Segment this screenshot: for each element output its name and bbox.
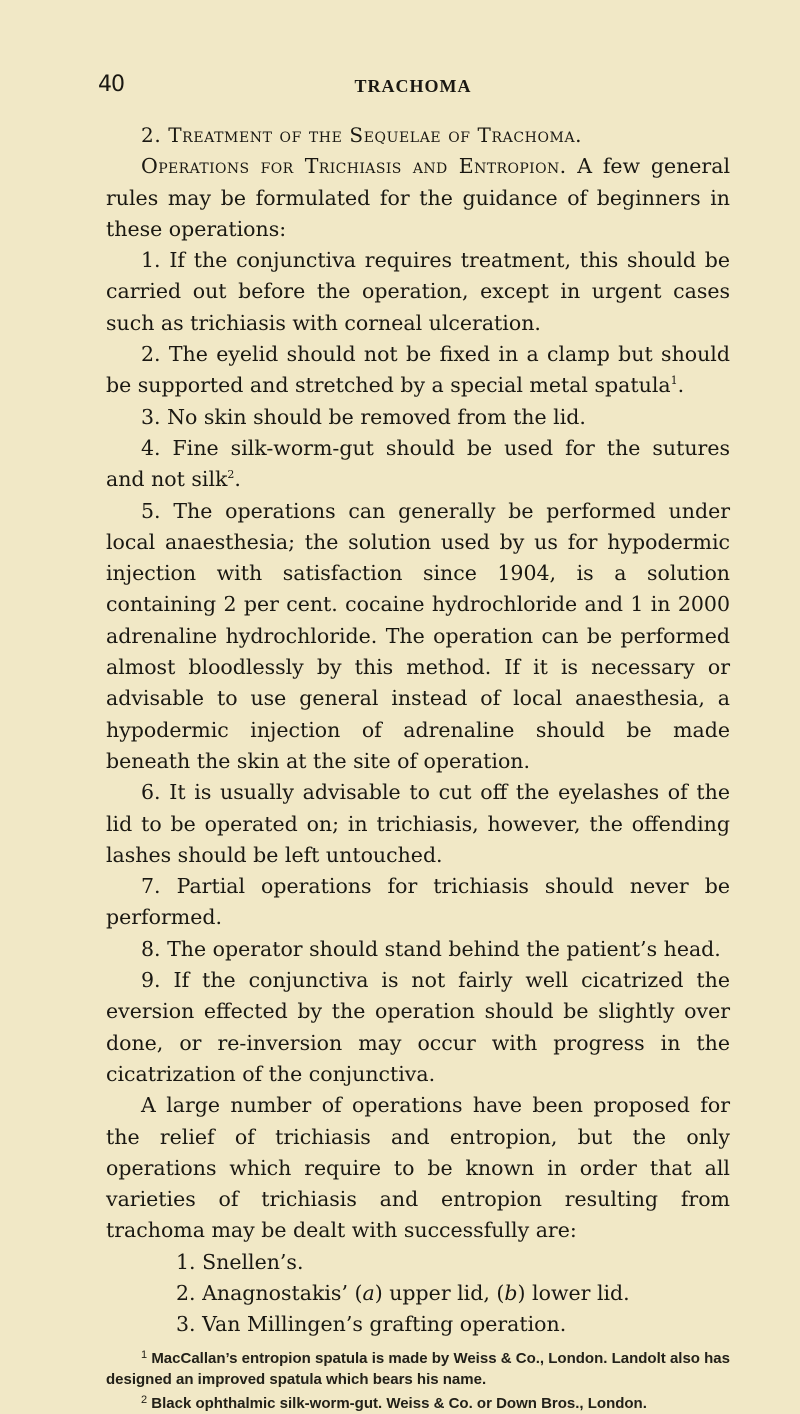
footnote-number: 2	[141, 1393, 148, 1406]
footnote-text: MacCallan’s entropion spatula is made by Weiss & Co., London. Landolt also has designed an improved spatula which bears his name.	[106, 1349, 730, 1388]
running-head: TRACHOMA	[354, 76, 472, 96]
footnotes	[106, 1345, 730, 1414]
rule-item: 7. Partial operations for trichiasis should never be performed.	[106, 874, 730, 930]
intro-paragraph	[106, 151, 730, 245]
body-text	[106, 120, 730, 1414]
footnote	[106, 1390, 730, 1414]
rule-item: 9. If the conjunctiva is not fairly well cicatrized the eversion effected by the operation should be slightly over done, or re-inversion may occur with progress in the cicatrization of the conjunctiva.	[106, 968, 730, 1086]
rule-item: 1. If the conjunctiva requires treatment, this should be carried out before the operation, except in urgent cases such as trichiasis with corneal ulceration.	[106, 248, 730, 335]
page-number: 40	[98, 72, 124, 97]
section-title: 2. Treatment of the Sequelae of Trachoma.	[141, 123, 583, 147]
rule-item: 8. The operator should stand behind the patient’s head.	[141, 936, 721, 961]
rule-tail: .	[677, 373, 685, 398]
rule-tail: .	[234, 467, 241, 492]
operation-letter: b	[504, 1280, 518, 1305]
rule-item: 6. It is usually advisable to cut off the eyelashes of the lid to be operated on; in trichiasis, however, the offending lashes should be left untouched.	[106, 780, 730, 867]
operation-item	[106, 1278, 730, 1309]
operation-item: 3. Van Millingen’s grafting operation.	[176, 1312, 567, 1337]
operation-text: ) lower lid.	[517, 1280, 630, 1305]
footnote-number: 1	[141, 1348, 148, 1361]
operation-item: 1. Snellen’s.	[176, 1249, 304, 1274]
rule-item: 5. The operations can generally be performed under local anaesthesia; the solution used by us for hypodermic injection with satisfaction since 1904, is a solution containing 2 per cent. cocaine hydrochloride and 1 in 2000 adrenaline hydrochloride. The operation can be performed almost bloodlessly by this method. If it is necessary or advisable to use general instead of local anaesthesia, a hypodermic injection of adrenaline should be made beneath the skin at the site of operation.	[106, 498, 730, 773]
summary-paragraph: A large number of operations have been proposed for the relief of trichiasis and entropion, but the only operations which require to be known in order that all varieties of trichiasis and entropion resulting from trachoma may be dealt with successfully are:	[106, 1093, 730, 1243]
rule-item	[106, 339, 730, 402]
subsection-heading: Operations for Trichiasis and Entropion.	[141, 154, 567, 179]
page-header	[98, 72, 728, 102]
footnote-marker: 2	[227, 468, 235, 482]
rule-text: 2. The eyelid should not be fixed in a clamp but should be supported and stretched by a special metal spatula	[106, 342, 730, 398]
operation-text: 2. Anagnostakis’ (	[176, 1280, 363, 1305]
intro-text: A few general rules may be formulated for the guidance of beginners in these operations:	[106, 154, 730, 241]
rule-item: 3. No skin should be removed from the lid.	[141, 404, 586, 429]
operation-letter: a	[362, 1280, 375, 1305]
operation-text: ) upper lid, (	[374, 1280, 505, 1305]
footnote-text: Black ophthalmic silk-worm-gut. Weiss & Co. or Down Bros., London.	[147, 1394, 647, 1412]
rule-text: 4. Fine silk-worm-gut should be used for the sutures and not silk	[106, 435, 730, 492]
rule-item	[106, 433, 730, 496]
footnote	[106, 1345, 730, 1390]
footnote-marker: 1	[670, 374, 678, 388]
